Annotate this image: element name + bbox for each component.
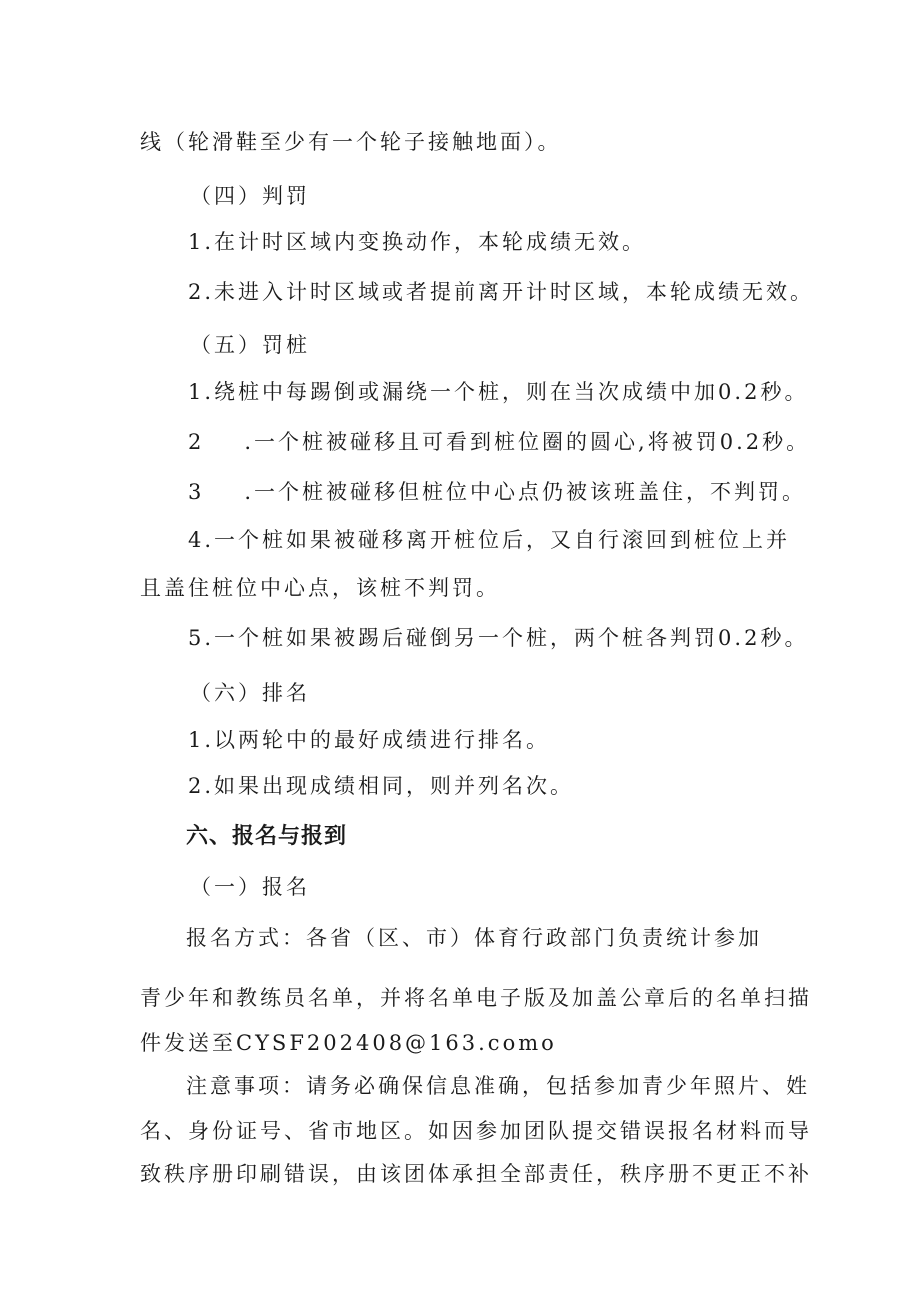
ranking-heading: （六）排名: [190, 681, 310, 705]
cone-penalty-item: [188, 432, 810, 453]
cone-penalty-item: [188, 530, 790, 551]
item-text: .一个桩被碰移但桩位中心点仍被该班盖住，不判罚。: [244, 480, 807, 504]
cone-penalty-item: [188, 482, 806, 503]
registration-email-line: 件发送至CYSF202408@163.como: [140, 1031, 557, 1055]
notes-line: 致秩序册印刷错误，由该团体承担全部责任，秩序册不更正不补: [140, 1162, 812, 1186]
cone-penalty-item-continuation: 且盖住桩位中心点，该桩不判罚。: [140, 576, 500, 600]
item-number: 5: [188, 626, 205, 650]
cone-penalty-item: [188, 382, 808, 403]
item-text: .绕桩中每踢倒或漏绕一个桩，则在当次成绩中加0.2秒。: [204, 380, 809, 404]
item-number: 1: [188, 728, 205, 752]
item-text: .一个桩被碰移且可看到桩位圈的圆心,将被罚0.2秒。: [244, 430, 811, 454]
registration-method-line: 青少年和教练员名单，并将名单电子版及加盖公章后的名单扫描: [140, 986, 812, 1010]
penalty-heading: （四）判罚: [190, 184, 310, 208]
registration-method-line: 报名方式：各省（区、市）体育行政部门负责统计参加: [186, 926, 762, 950]
item-number: 4: [188, 528, 205, 552]
penalty-item: [188, 232, 646, 253]
ranking-item: [188, 776, 574, 797]
item-text: .如果出现成绩相同，则并列名次。: [204, 774, 575, 798]
item-text: .未进入计时区域或者提前离开计时区域，本轮成绩无效。: [204, 280, 815, 304]
registration-heading: （一）报名: [190, 875, 310, 899]
item-text: .一个桩如果被碰移离开桩位后，又自行滚回到桩位上并: [204, 528, 791, 552]
item-number: 2: [188, 774, 205, 798]
item-text: .以两轮中的最好成绩进行排名。: [204, 728, 551, 752]
item-text: .一个桩如果被踢后碰倒另一个桩，两个桩各判罚0.2秒。: [204, 626, 809, 650]
item-number: 1: [188, 230, 205, 254]
item-number: 2: [188, 280, 205, 304]
cone-penalty-heading: （五）罚桩: [190, 333, 310, 357]
penalty-item: [188, 282, 814, 303]
item-number: 3: [188, 480, 205, 504]
cone-penalty-item: [188, 628, 808, 649]
rules-continuation: 线（轮滑鞋至少有一个轮子接触地面）。: [140, 130, 562, 154]
section-six-title: 六、报名与报到: [186, 824, 348, 849]
notes-line: 注意事项：请务必确保信息准确，包括参加青少年照片、姓: [186, 1074, 810, 1098]
item-text: .在计时区域内变换动作，本轮成绩无效。: [204, 230, 647, 254]
item-number: 1: [188, 380, 205, 404]
notes-line: 名、身份证号、省市地区。如因参加团队提交错误报名材料而导: [140, 1119, 812, 1143]
ranking-item: [188, 730, 550, 751]
item-number: 2: [188, 430, 205, 454]
